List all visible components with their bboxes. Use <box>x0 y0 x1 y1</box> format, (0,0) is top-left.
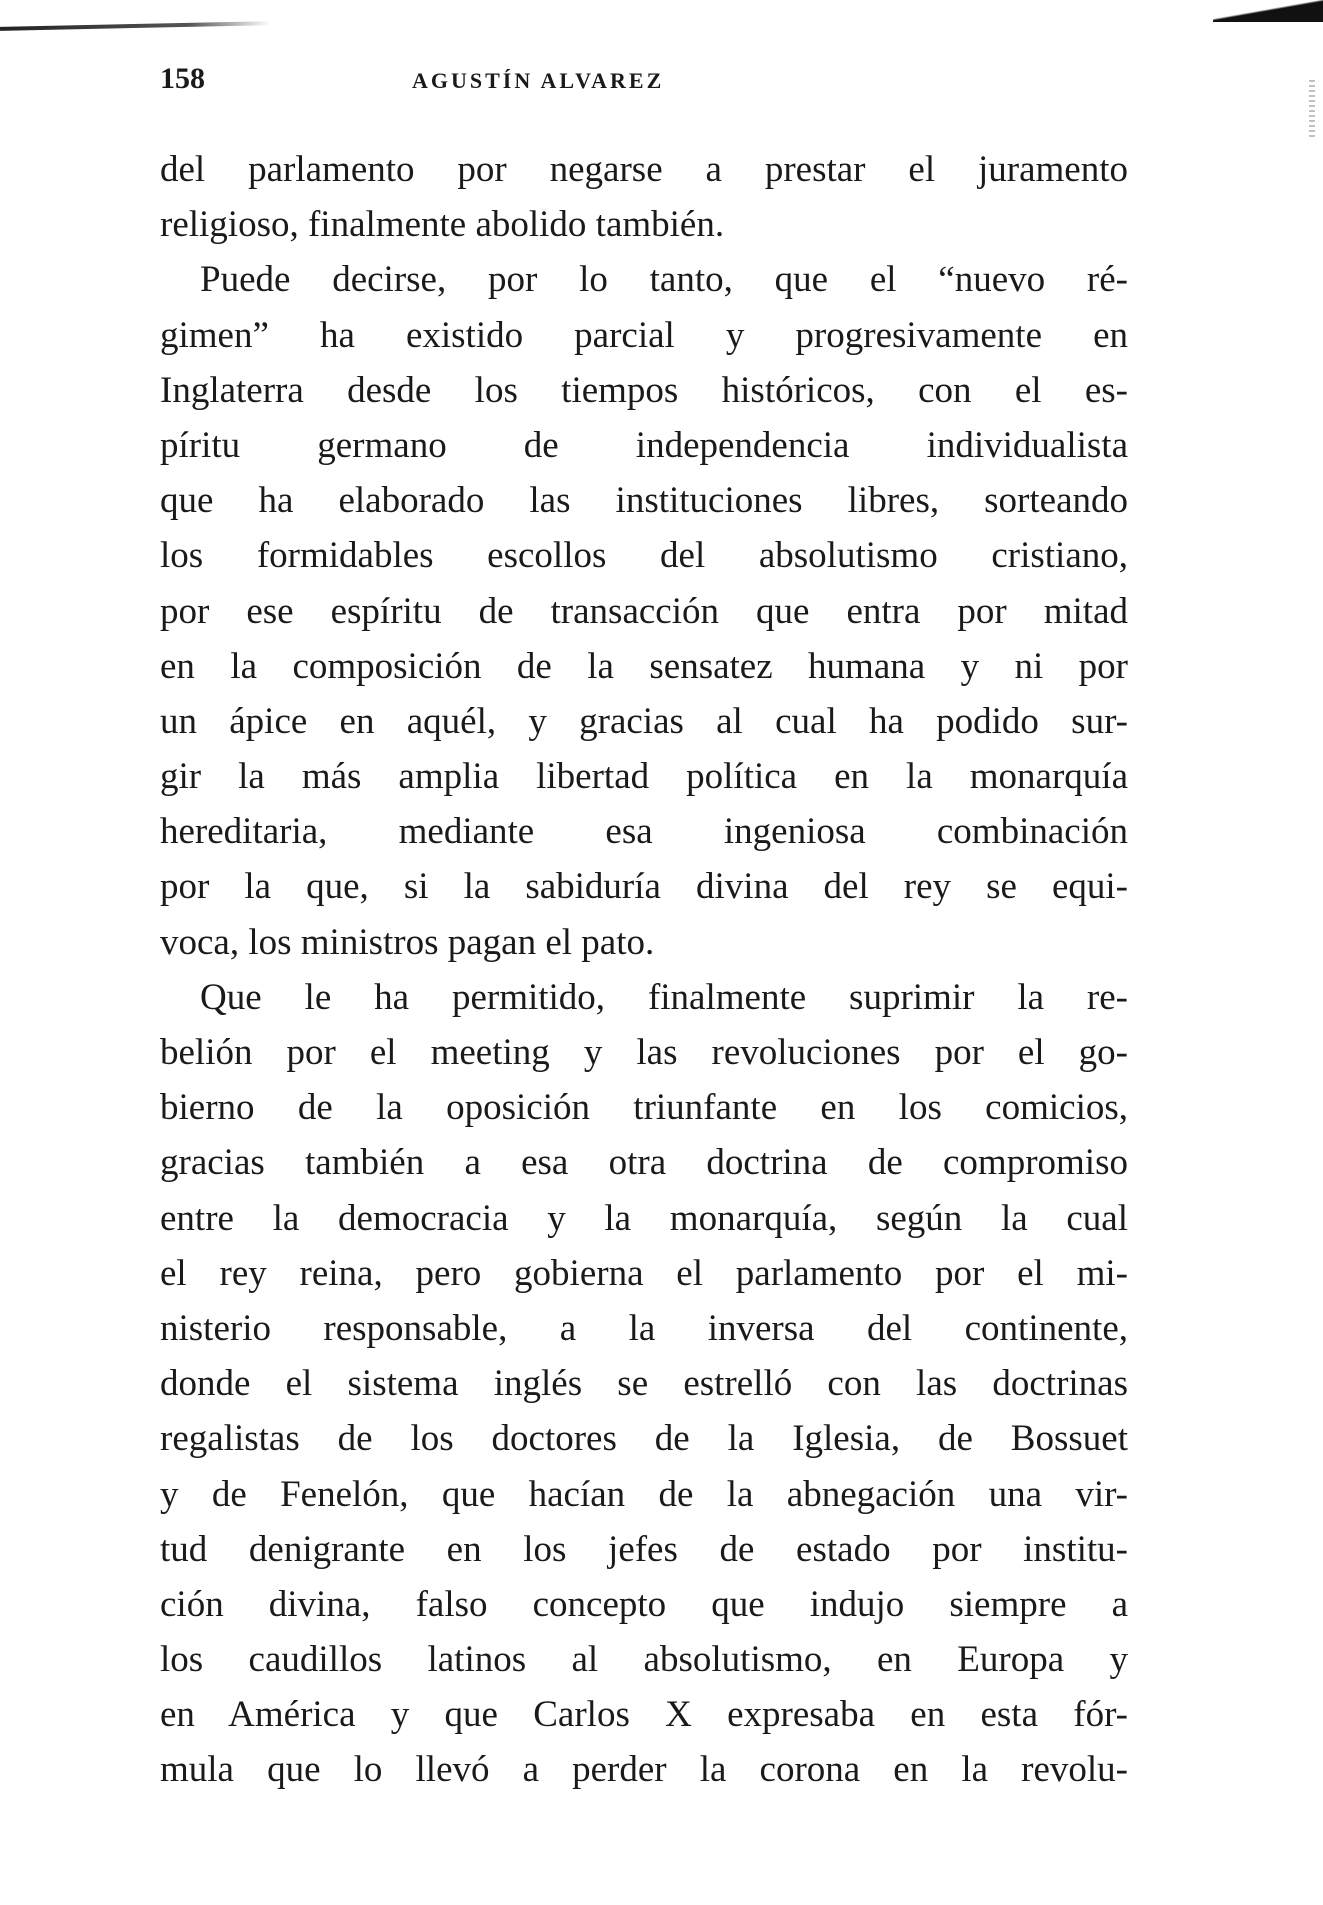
text-line: donde el sistema inglés se estrelló con las doctrinas <box>160 1363 1128 1405</box>
text-line: mula que lo llevó a perder la corona en la revolu- <box>160 1749 1128 1791</box>
text-line: hereditaria, mediante esa ingeniosa combinación <box>160 811 1128 853</box>
text-line: tud denigrante en los jefes de estado por institu- <box>160 1528 1128 1570</box>
text-line: nisterio responsable, a la inversa del continente, <box>160 1307 1128 1349</box>
running-title: AGUSTÍN ALVAREZ <box>412 68 665 93</box>
text-line: gir la más amplia libertad política en la monarquía <box>160 756 1128 798</box>
text-line: ción divina, falso concepto que indujo siempre a <box>160 1583 1128 1625</box>
text-line: los formidables escollos del absolutismo cristiano, <box>160 535 1128 577</box>
text-line: regalistas de los doctores de la Iglesia, de Bossuet <box>160 1418 1128 1460</box>
page-edge-speckle <box>1309 80 1315 140</box>
text-line: del parlamento por negarse a prestar el juramento <box>160 149 1128 190</box>
text-line: entre la democracia y la monarquía, según la cual <box>160 1197 1128 1239</box>
text-line: por la que, si la sabiduría divina del rey se equi- <box>160 866 1128 908</box>
text-line: bierno de la oposición triunfante en los comicios, <box>160 1087 1128 1129</box>
text-line: que ha elaborado las instituciones libres, sorteando <box>160 480 1128 522</box>
page-number: 158 <box>160 62 205 95</box>
text-line: en la composición de la sensatez humana y ni por <box>160 645 1128 687</box>
text-line: y de Fenelón, que hacían de la abnegación una vir- <box>160 1473 1128 1515</box>
text-line: Inglaterra desde los tiempos históricos, con el es- <box>160 369 1128 411</box>
text-line: Que le ha permitido, finalmente suprimir la re- <box>200 976 1128 1018</box>
text-line: Puede decirse, por lo tanto, que el “nuevo ré- <box>200 259 1128 301</box>
text-line: por ese espíritu de transacción que entra por mitad <box>160 590 1128 632</box>
text-line: un ápice en aquél, y gracias al cual ha podido sur- <box>160 700 1128 742</box>
page-corner-shadow <box>1213 0 1323 22</box>
text-line: voca, los ministros pagan el pato. <box>160 921 655 963</box>
text-line: gracias también a esa otra doctrina de compromiso <box>160 1142 1128 1184</box>
text-line: religioso, finalmente abolido también. <box>160 204 725 246</box>
body-text <box>160 142 1128 1798</box>
page-edge-shadow <box>0 21 270 31</box>
text-line: los caudillos latinos al absolutismo, en Europa y <box>160 1639 1128 1681</box>
text-line: el rey reina, pero gobierna el parlamento por el mi- <box>160 1252 1128 1294</box>
text-line: en América y que Carlos X expresaba en esta fór- <box>160 1694 1128 1736</box>
page-header <box>160 62 1128 98</box>
text-line: píritu germano de independencia individualista <box>160 424 1128 466</box>
text-line: gimen” ha existido parcial y progresivamente en <box>160 314 1128 356</box>
text-line: belión por el meeting y las revoluciones por el go- <box>160 1032 1128 1073</box>
